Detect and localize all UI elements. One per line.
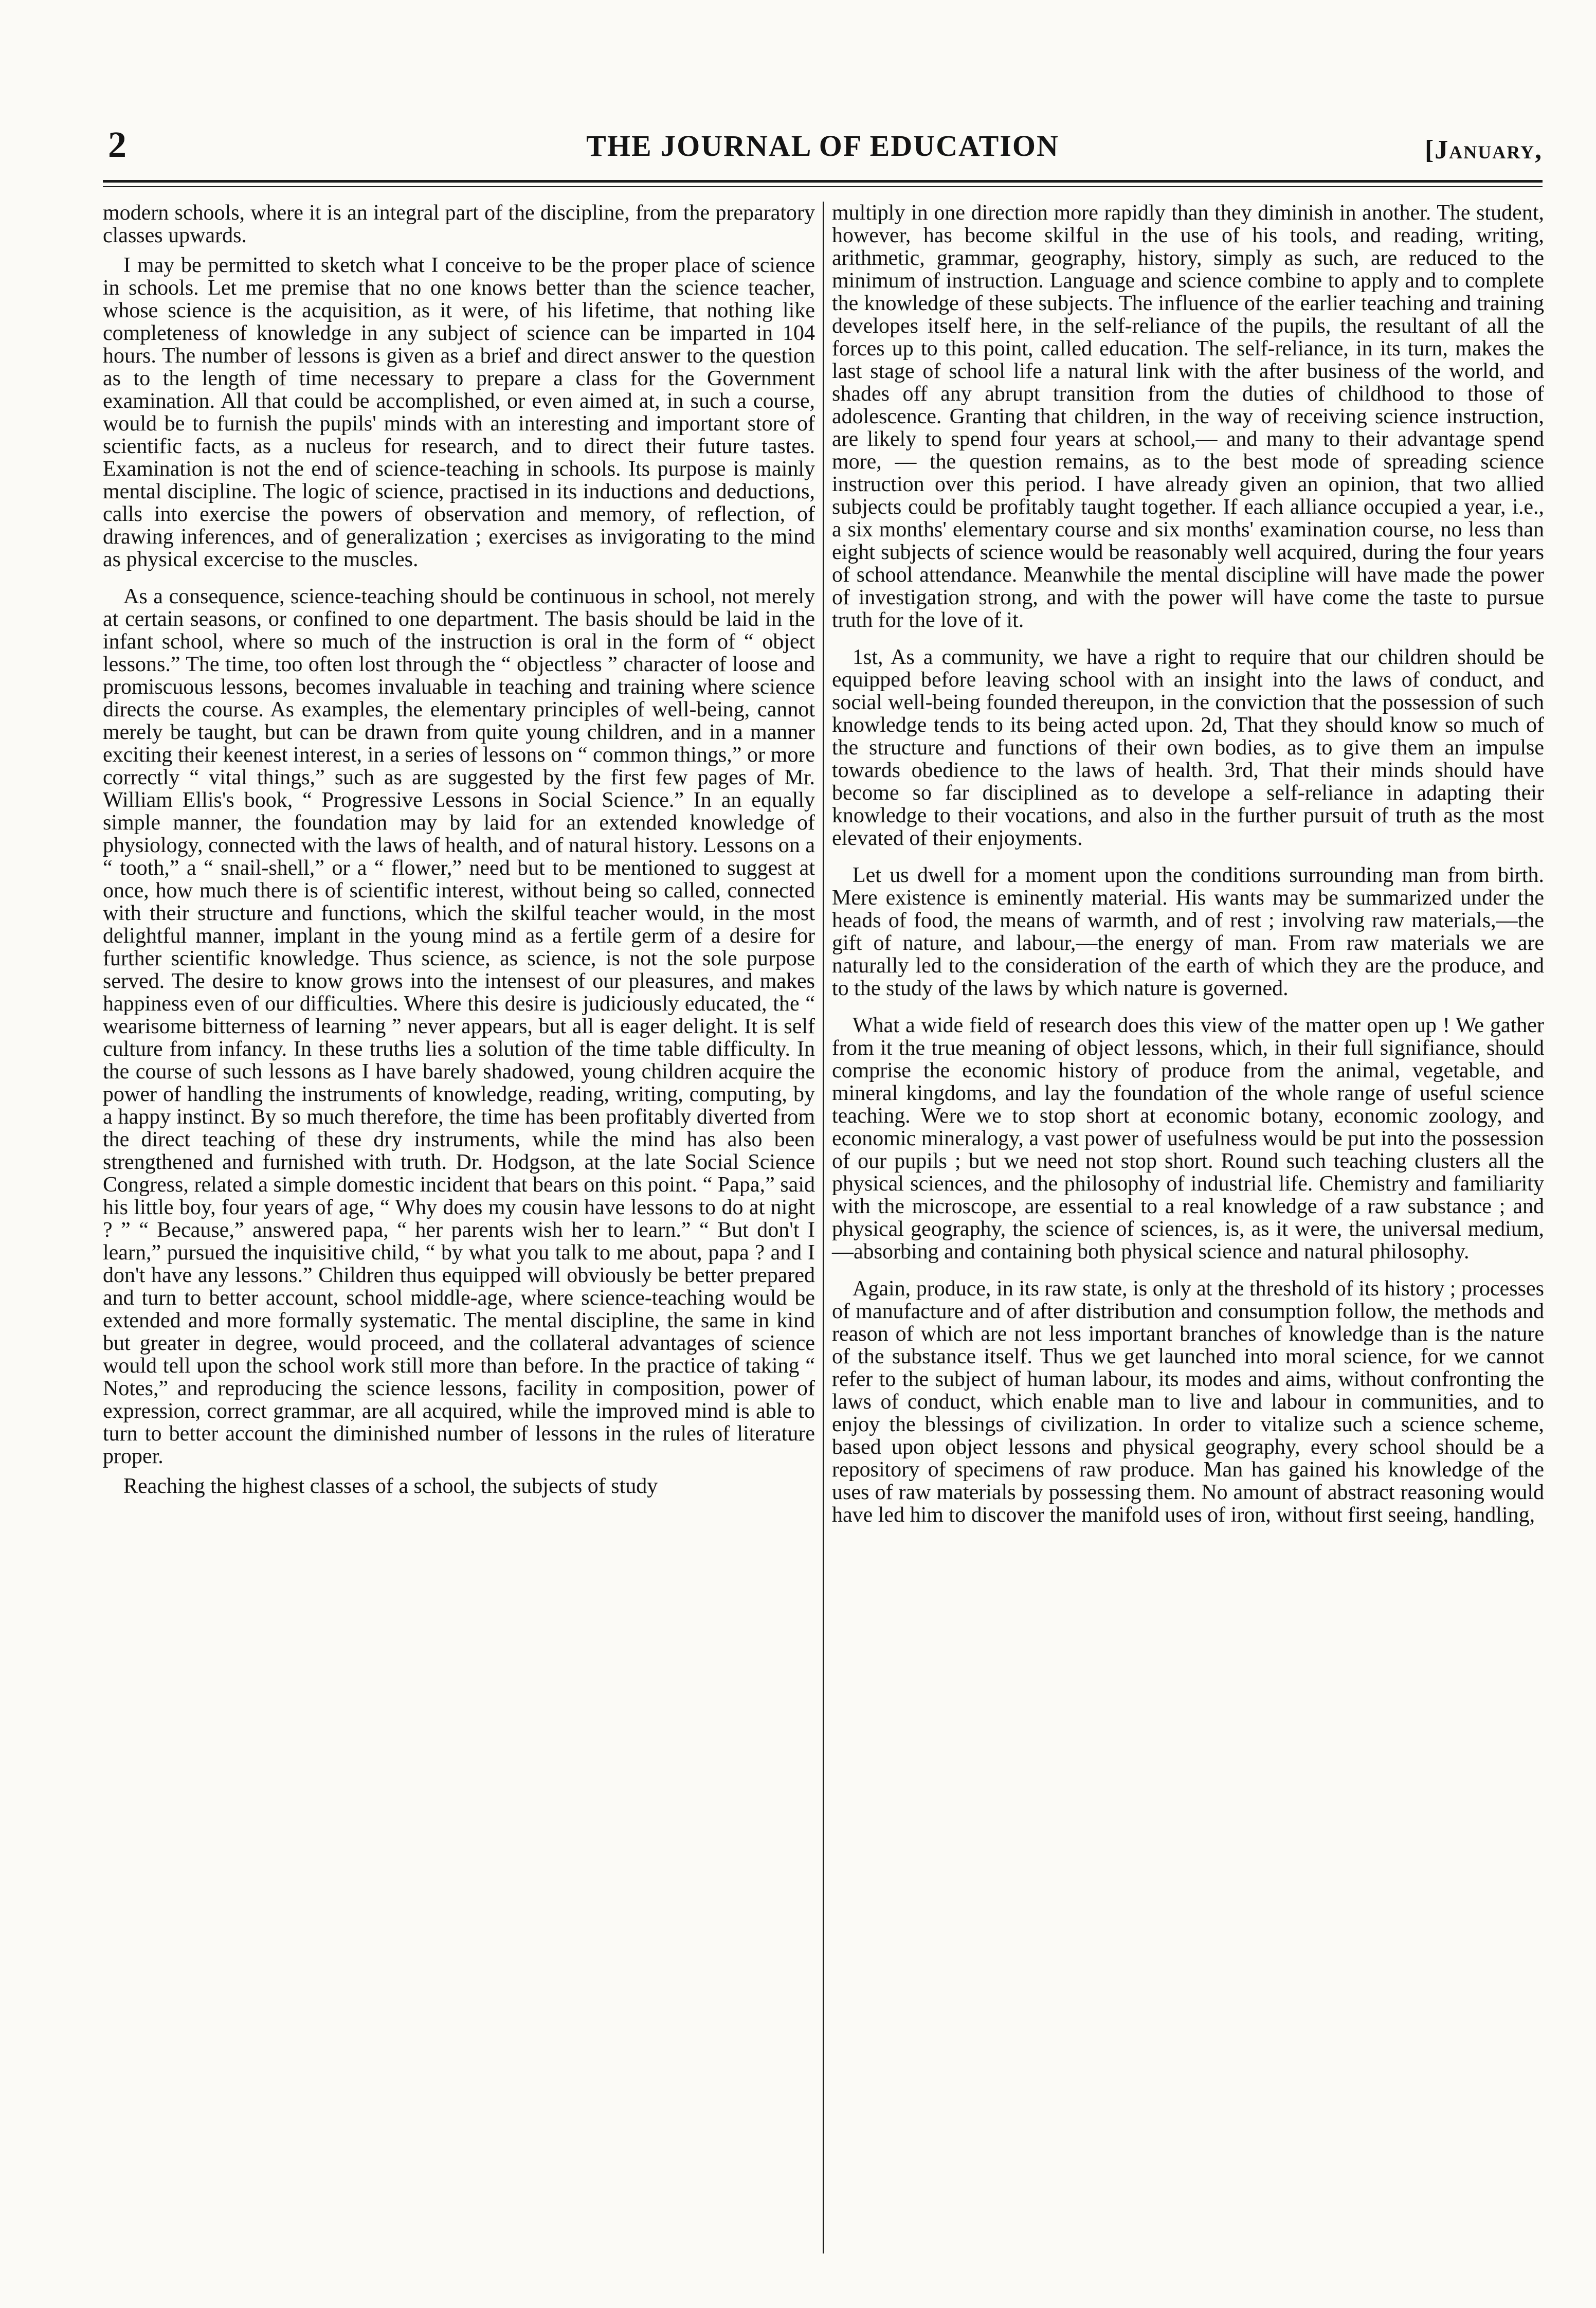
running-head-month: [January, xyxy=(1424,135,1543,165)
column-divider xyxy=(823,202,824,2253)
paragraph: Again, produce, in its raw state, is only at the threshold of its history ; processes of manufacture and of after distribution and consumption follow, the methods and reason of which are not less important branches of knowledge than is the nature of the substance itself. Thus we get launched into moral science, for we cannot refer to the subject of human labour, its modes and aims, without confronting the laws of conduct, which enable man to live and labour in communities, and to enjoy the blessings of civilization. In order to vitalize such a science scheme, based upon object lessons and physical geography, every school should be a repository of specimens of raw produce. Man has gained his knowledge of the uses of raw materials by possessing them. No amount of abstract reasoning would have led him to discover the manifold uses of iron, without first seeing, handling, xyxy=(832,1277,1544,1527)
right-column xyxy=(832,202,1544,1534)
left-column xyxy=(103,202,815,1505)
header-rule-thick xyxy=(103,180,1543,183)
paragraph: Let us dwell for a moment upon the conditions surrounding man from birth. Mere existence is eminently material. His wants may be summarized under the heads of food, the means of warmth, and of rest ; involving raw materials,—the gift of nature, and labour,—the energy of man. From raw materials we are naturally led to the consideration of the earth of which they are the produce, and to the study of the laws by which nature is governed. xyxy=(832,863,1544,1000)
paragraph: What a wide field of research does this view of the matter open up ! We gather from it the true meaning of object lessons, which, in their full signifiance, should comprise the economic history of produce from the animal, vegetable, and mineral kingdoms, and lay the foundation of the whole range of useful science teaching. Were we to stop short at economic botany, economic zoology, and economic mineralogy, a vast power of usefulness would be put into the possession of our pupils ; but we need not stop short. Round such teaching clusters all the physical sciences, and the philosophy of industrial life. Chemistry and familiarity with the microscope, are essential to a real knowledge of a raw substance ; and physical geography, the science of sciences, is, as it were, the universal medium,—absorbing and containing both physical science and natural philosophy. xyxy=(832,1014,1544,1264)
page-number: 2 xyxy=(108,124,126,165)
page-header xyxy=(103,123,1543,180)
paragraph: modern schools, where it is an integral part of the discipline, from the preparatory classes upwards. xyxy=(103,201,815,247)
paragraph: Reaching the highest classes of a school, the subjects of study xyxy=(123,1474,658,1498)
header-rule-thin xyxy=(103,186,1543,187)
paragraph: I may be permitted to sketch what I conceive to be the proper place of science in schools. Let me premise that no one knows better than the science teacher, whose science is the acquisition, as it were, of his lifetime, that nothing like completeness of knowledge in any subject of science can be imparted in 104 hours. The number of lessons is given as a brief and direct answer to the question as to the length of time necessary to prepare a class for the Government examination. All that could be accomplished, or even aimed at, in such a course, would be to furnish the pupils' minds with an interesting and important store of scientific facts, as a nucleus for research, and to direct their future tastes. Examination is not the end of science-teaching in schools. Its purpose is mainly mental discipline. The logic of science, practised in its inductions and deductions, calls into exercise the powers of observation and memory, of reflection, of drawing inferences, and of generalization ; exercises as invigorating to the mind as physical excercise to the muscles. xyxy=(103,254,815,571)
journal-title: THE JOURNAL OF EDUCATION xyxy=(586,129,1059,163)
paragraph: As a consequence, science-teaching should be continuous in school, not merely at certain seasons, or confined to one department. The basis should be laid in the infant school, where so much of the instruction is oral in the form of “ object lessons.” The time, too often lost through the “ objectless ” character of loose and promiscuous lessons, becomes invaluable in teaching and training where science directs the course. As examples, the elementary principles of well-being, cannot merely be taught, but can be drawn from quite young children, and in a manner exciting their keenest interest, in a series of lessons on “ common things,” or more correctly “ vital things,” such as are suggested by the first few pages of Mr. William Ellis's book, “ Progressive Lessons in Social Science.” In an equally simple manner, the foundation may by laid for an extended knowledge of physiology, connected with the laws of health, and of natural history. Lessons on a “ tooth,” a “ snail-shell,” or a “ flower,” need but to be mentioned to suggest at once, how much there is of scientific interest, without being so called, connected with their structure and functions, which the skilful teacher would, in the most delightful manner, implant in the young mind as a fertile germ of a desire for further scientific knowledge. Thus science, as science, is not the sole purpose served. The desire to know grows into the intensest of our pleasures, and makes happiness even of our difficulties. Where this desire is judiciously educated, the “ wearisome bitterness of learning ” never appears, but all is eager delight. It is self culture from infancy. In these truths lies a solution of the time table difficulty. In the course of such lessons as I have barely shadowed, young children acquire the power of handling the instruments of knowledge, reading, writing, computing, by a happy instinct. By so much therefore, the time has been profitably diverted from the direct teaching of these dry instruments, while the mind has also been strengthened and furnished with truth. Dr. Hodgson, at the late Social Science Congress, related a simple domestic incident that bears on this point. “ Papa,” said his little boy, four years of age, “ Why does my cousin have lessons to do at night ? ” “ Because,” answered papa, “ her parents wish her to learn.” “ But don't I learn,” pursued the inquisitive child, “ by what you talk to me about, papa ? and I don't have any lessons.” Children thus equipped will obviously be better prepared and turn to better account, school middle-age, where science-teaching would be extended and more formally systematic. The mental discipline, the same in kind but greater in degree, would proceed, and the collateral advantages of science would tell upon the school work still more than before. In the practice of taking “ Notes,” and reproducing the science lessons, facility in composition, power of expression, correct grammar, are all acquired, while the improved mind is able to turn to better account the diminished number of lessons in the rules of literature proper. xyxy=(103,585,815,1468)
text-columns xyxy=(103,202,1543,2259)
paragraph: multiply in one direction more rapidly than they diminish in another. The student, however, has become skilful in the use of his tools, and reading, writing, arithmetic, grammar, geography, history, simply as such, are reduced to the minimum of instruction. Language and science combine to apply and to complete the knowledge of these subjects. The influence of the earlier teaching and training developes itself here, in the self-reliance of the pupils, the resultant of all the forces up to this point, called education. The self-reliance, in its turn, makes the last stage of school life a natural link with the after business of the world, and shades off any abrupt transition from the duties of childhood to those of adolescence. Granting that children, in the way of receiving science instruction, are likely to spend four years at school,— and many to their advantage spend more, — the question remains, as to the best mode of spreading science instruction over this period. I have already given an opinion, that two allied subjects could be profitably taught together. If each alliance occupied a year, i.e., a six months' elementary course and six months' examination course, no less than eight subjects of science would be reasonably well acquired, during the four years of school attendance. Meanwhile the mental discipline will have made the power of investigation strong, and with the power will have come the taste to pursue truth for the love of it. xyxy=(832,201,1544,632)
paragraph: 1st, As a community, we have a right to require that our children should be equipped before leaving school with an insight into the laws of conduct, and social well-being founded thereupon, in the conviction that the possession of such knowledge tends to its being acted upon. 2d, That they should know so much of the structure and functions of their own bodies, as to give them an impulse towards obedience to the laws of health. 3rd, That their minds should have become so far disciplined as to develope a self-reliance in adapting their knowledge to their vocations, and also in the further pursuit of truth as the most elevated of their enjoyments. xyxy=(832,645,1544,850)
journal-page xyxy=(103,123,1543,2263)
